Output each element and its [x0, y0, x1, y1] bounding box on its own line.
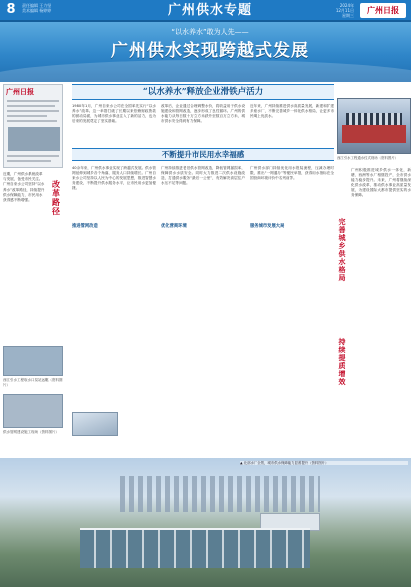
archive-text-line [7, 120, 57, 122]
ceremony-photo [337, 98, 411, 154]
top-body-col2: 改革后，企业通过合理调整水价，将收益用于供水设施建设和管网改造，逐步形成了良性循环。广州的供水能力从每日数十万立方米跃升至数百万立方米，城市供水安全得到有力保障。 [161, 104, 245, 124]
left-kicker-label: 改革路径 [52, 179, 60, 216]
side-title-urban-rural: 完善城乡供水格局 [338, 217, 346, 282]
hero-banner [0, 22, 411, 82]
body-col2: 广州持续推进老旧供水管网改造，降低管网漏损率，保障供水水质安全。同时大力推进二次供水设施改造，打通供水服务“最后一公里”，有效解决高层住户水压不足等问题。 [161, 166, 245, 186]
pipeline-photo [3, 394, 63, 428]
subhead-business-env: 优化营商环境 [161, 224, 187, 229]
issue-date-day: 12月11日 [335, 8, 354, 13]
ceremony-crowd [346, 113, 402, 125]
editor-credit-line: 美术编辑 杨婷婷 [22, 8, 52, 13]
archive-text-line [7, 115, 47, 117]
hero-headline: 广州供水实现跨越式发展 [111, 41, 309, 61]
issue-date-weekday: 星期三 [342, 13, 354, 18]
newspaper-logo: 广州日报 [360, 3, 406, 18]
archive-text-line [7, 160, 51, 162]
masthead-bar [0, 0, 411, 22]
archive-text-line [7, 100, 59, 102]
editor-credits [22, 3, 82, 13]
section-title: 广州供水专题 [167, 3, 252, 18]
intake-station-photo [3, 346, 63, 376]
middle-section-heading: 不断提升市民用水幸福感 [161, 150, 245, 159]
left-intro-text: 近期，广州供水系统改革与发展，备受市民关注。广州自来水公司坚持“以水养水”改革路径，持续提升供水保障能力，市民用水获得感不断增强。 [3, 172, 45, 203]
intake-station-caption: 西江引水工程取水口泵站远眺（资料图片） [3, 378, 63, 387]
top-section-bar [72, 84, 334, 100]
side-title-efficiency: 持续提质增效 [338, 337, 346, 386]
middle-section-bar [72, 148, 334, 161]
top-section-heading: “以水养水”释放企业滑铁卢活力 [142, 87, 264, 97]
body-col1: 40余年来，广州供水事业实现了跨越式发展。供水管网延伸到城乡各个角落，服务人口持续增长。广州自来水公司坚持以人民为中心的发展思想，推进智慧水务建设，不断提升供水服务水平，让市民用水更加便捷。 [72, 166, 156, 191]
page-number: 8 [6, 2, 16, 17]
city-skyline [120, 476, 320, 512]
archive-text-line [7, 110, 59, 112]
hero-wave-decoration [0, 60, 411, 82]
hero-subtitle: “以水养水”敢为人先—— [171, 28, 249, 36]
archive-text-line [7, 105, 55, 107]
subhead-pipeline-upgrade: 推进管网改造 [72, 224, 98, 229]
ceremony-caption: 西江引水工程通水仪式现场（资料图片） [337, 156, 399, 160]
treatment-tanks [80, 528, 310, 568]
right-body-text: 广州积极推进城乡供水一体化，新塘、西洲等水厂相继投产，全市供水能力稳步提升。未来，广州将继续深化供水改革，推动供水事业高质量发展，为建设国际大都市提供坚实的水务保障。 [351, 168, 411, 198]
archive-paper-masthead: 广州日报 [6, 87, 34, 96]
body-col3: 广州供水部门持续优化用水报装流程，压减办理时限，推出“一网通办”等便民举措，获得用水指标在全国营商环境评价中名列前茅。 [250, 166, 334, 181]
pipe-maintenance-photo [72, 412, 118, 436]
issue-date-year: 2024年 [339, 3, 354, 8]
water-plant-panorama-photo [0, 458, 411, 587]
archive-text-line [7, 155, 59, 157]
top-body-col3: 近年来，广州持续推进供水高质量发展，新建和扩建多座水厂，不断完善城乡一体化供水格局，让更多市民喝上优质水。 [250, 104, 334, 119]
ceremony-stage [342, 125, 406, 143]
top-body-col1: 1980年1月，广州自来水公司在全国率先实行“以水养水”改革。这一举措打破了长期以来依赖财政拨款的被动局面，为城市供水事业注入了新的活力，也为后来的发展奠定了坚实基础。 [72, 104, 156, 124]
subhead-city-development: 服务城市发展大局 [250, 224, 285, 229]
archive-photo [8, 127, 60, 151]
pipeline-caption: 供水管网建设施工现场（资料图片） [3, 430, 59, 434]
panorama-caption: ▲ 北部水厂全景，城市供水保障能力显著提升（资料图片） [240, 461, 408, 465]
left-column [0, 84, 66, 444]
issue-date [308, 3, 354, 18]
editor-credit-line: 责任编辑 王力坚 [22, 3, 52, 8]
archive-newspaper-image [3, 84, 63, 168]
